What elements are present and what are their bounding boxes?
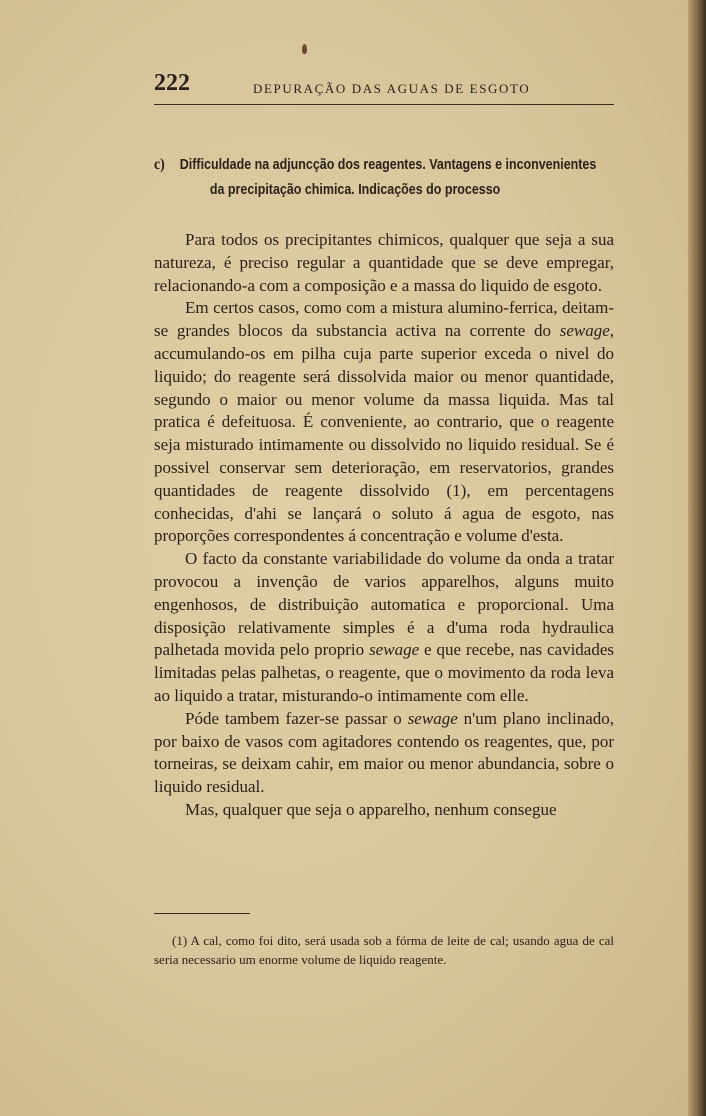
paragraph-2 xyxy=(154,297,614,548)
paragraph-text: Para todos os precipitantes chimicos, qualquer que seja a sua natureza, é preciso regular a quantidade que se deve empregar, relacionando-a com a composição e a massa do liquido de esgoto. xyxy=(154,230,614,295)
body-text xyxy=(154,229,614,822)
section-heading-line2: da precipitação chimica. Indicações do processo xyxy=(209,182,501,198)
paragraph-text: n'um plano inclinado, por baixo de vasos com agitadores contendo os reagentes, que, por torneiras, se deixam cahir, em maior ou menor abundancia, sobre o liquido residual. xyxy=(154,708,614,797)
ink-mark xyxy=(302,44,307,54)
footnote xyxy=(154,931,614,969)
paragraph-text: e que recebe, nas cavidades limitadas pelas palhetas, o reagente, que o movimento da roda leva ao liquido a tratar, misturando-o intimamente com elle. xyxy=(154,640,614,705)
footnote-text: (1) A cal, como foi dito, será usada sob a fórma de leite de cal; usando agua de cal seria necessario um enorme volume de liquido reagente. xyxy=(154,933,614,967)
paragraph-text: Mas, qualquer que seja o apparelho, nenhum consegue xyxy=(185,799,557,819)
paragraph-text: O facto da constante variabilidade do volume da onda a tratar provocou a invenção de varios apparelhos, alguns muito engenhosos, de distribuição automatica e proporcional. Uma disposição relativamente simples é a d'uma roda hydraulica palhetada movida pelo proprio xyxy=(154,549,614,660)
footnote-rule xyxy=(154,913,250,914)
paragraph-3 xyxy=(154,548,614,708)
italic-term: sewage xyxy=(369,640,420,660)
running-head: DEPURAÇÃO DAS AGUAS DE ESGOTO xyxy=(253,81,531,96)
paragraph-5 xyxy=(154,799,614,822)
book-spine-shadow xyxy=(688,0,706,1116)
paragraph-1 xyxy=(154,229,614,297)
header-rule xyxy=(154,104,614,105)
paragraph-text: Póde tambem fazer-se passar o xyxy=(185,708,408,728)
paragraph-4 xyxy=(154,708,614,799)
section-letter: c) xyxy=(154,156,165,173)
page-number: 222 xyxy=(154,70,190,96)
section-heading-line1: Difficuldade na adjuncção dos reagentes. Vantagens e inconvenientes xyxy=(179,157,597,173)
paragraph-text: , accumulando-os em pilha cuja parte superior exceda o nivel do liquido; do reagente será dissolvida maior ou menor quantidade, segundo o maior ou menor volume da massa liquida. Mas tal pratica é defeituosa. É conveniente, ao contrario, que o reagente seja misturado intimamente ou dissolvido no liquido residual. Se é possivel conservar sem deterioração, em reservatorios, grandes quantidades de reagente dissolvido (1), em percentagens conhecidas, d'ahi se lançará o soluto á agua de esgoto, nas proporções correspondentes á concentração e volume d'esta. xyxy=(154,321,614,546)
section-heading xyxy=(154,152,616,203)
italic-term: sewage xyxy=(407,708,458,728)
italic-term: sewage xyxy=(559,321,610,341)
paragraph-text: Em certos casos, como com a mistura alumino-ferrica, deitam-se grandes blocos da substancia activa na corrente do xyxy=(154,298,614,341)
